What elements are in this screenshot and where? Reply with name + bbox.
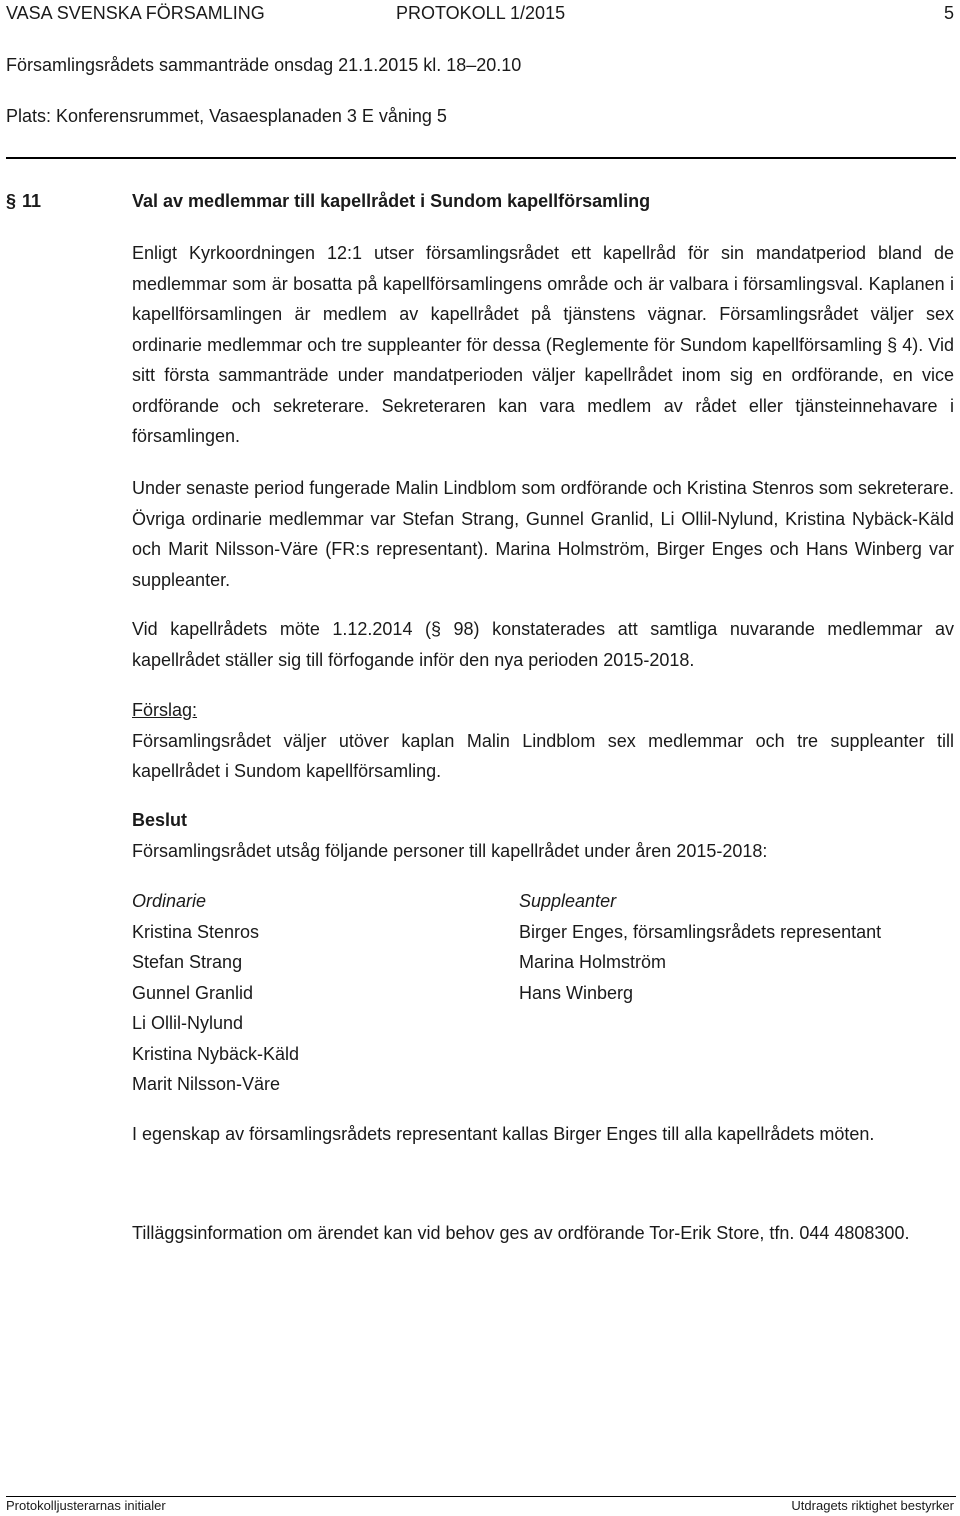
deputy-member: Marina Holmström <box>519 952 667 972</box>
ordinary-heading: Ordinarie <box>132 891 207 911</box>
proposal-block <box>132 695 954 787</box>
paragraph-background-text: Enligt Kyrkoordningen 12:1 utser församlingsrådet ett kapellråd för sin mandatperiod bland de medlemmar som är bosatta på kapellförsamlingens område och är valbara i församlingsval. Kaplanen i kapellförsamlingen är medlem av kapellrådet på tjänstens vägnar. Församlingsrådet väljer sex ordinarie medlemmar och tre suppleanter för dessa (Reglemente för Sundom kapellförsamling § 4). Vid sitt första sammanträde under mandatperioden väljer kapellrådet inom sig en ordförande, en vice ordförande och sekreterare. Sekreteraren kan vara medlem av rådet eller tjänsteinnehavare i församlingen. <box>132 243 954 446</box>
section-title: Val av medlemmar till kapellrådet i Sundom kapellförsamling <box>132 191 651 211</box>
availability-paragraph <box>132 614 954 675</box>
header-divider <box>6 157 956 159</box>
deputy-member: Hans Winberg <box>519 982 634 1003</box>
decision-text: Församlingsrådet utsåg följande personer till kapellrådet under åren 2015-2018: <box>132 840 768 861</box>
meeting-info: Församlingsrådets sammanträde onsdag 21.1.2015 kl. 18–20.10 <box>6 55 522 75</box>
footer-initials-label: Protokolljusterarnas initialer <box>6 1498 166 1513</box>
ordinary-member: Kristina Stenros <box>132 921 260 942</box>
proposal-text: Församlingsrådet väljer utöver kaplan Malin Lindblom sex medlemmar och tre suppleanter till kapellrådet i Sundom kapellförsamling. <box>132 730 954 781</box>
decision-block <box>132 805 954 866</box>
ordinary-member: Marit Nilsson-Väre <box>132 1074 281 1094</box>
ordinary-member: Li Ollil-Nylund <box>132 1013 244 1033</box>
section-number: 11 <box>22 191 42 211</box>
representative-note-block <box>132 1119 954 1150</box>
page-number: 5 <box>944 3 955 23</box>
paragraph-sign: § <box>6 191 17 211</box>
organization-name: VASA SVENSKA FÖRSAMLING <box>6 3 265 23</box>
background-paragraph <box>132 238 954 452</box>
protocol-number: PROTOKOLL 1/2015 <box>396 3 566 23</box>
meeting-location: Plats: Konferensrummet, Vasaesplanaden 3 E våning 5 <box>6 106 447 126</box>
ordinary-member: Stefan Strang <box>132 952 243 972</box>
ordinary-member: Gunnel Granlid <box>132 982 254 1003</box>
deputy-members-column <box>519 886 881 1008</box>
paragraph-previous-period-text: Under senaste period fungerade Malin Lindblom som ordförande och Kristina Stenros som sekreterare. Övriga ordinarie medlemmar var Stefan Strang, Gunnel Granlid, Li Ollil-Nylund, Kristina Nybäck-Käld och Marit Nilsson-Väre (FR:s representant). Marina Holmström, Birger Enges och Hans Winberg var suppleanter. <box>132 478 954 590</box>
footer-certification-label: Utdragets riktighet bestyrker <box>791 1498 954 1513</box>
decision-heading: Beslut <box>132 810 188 830</box>
additional-info: Tilläggsinformation om ärendet kan vid behov ges av ordförande Tor-Erik Store, tfn. 044 4808300. <box>132 1223 910 1243</box>
deputy-heading: Suppleanter <box>519 891 617 911</box>
ordinary-member: Kristina Nybäck-Käld <box>132 1043 300 1064</box>
representative-note: I egenskap av församlingsrådets representant kallas Birger Enges till alla kapellrådets möten. <box>132 1124 875 1144</box>
proposal-heading: Förslag: <box>132 700 198 720</box>
footer-divider <box>6 1496 956 1497</box>
additional-info-block <box>132 1218 954 1249</box>
ordinary-members-column <box>132 886 299 1100</box>
previous-period-paragraph <box>132 473 954 595</box>
deputy-member: Birger Enges, församlingsrådets representant <box>519 921 882 942</box>
paragraph-availability-text: Vid kapellrådets möte 1.12.2014 (§ 98) konstaterades att samtliga nuvarande medlemmar av kapellrådet ställer sig till förfogande inför den nya perioden 2015-2018. <box>132 619 954 670</box>
